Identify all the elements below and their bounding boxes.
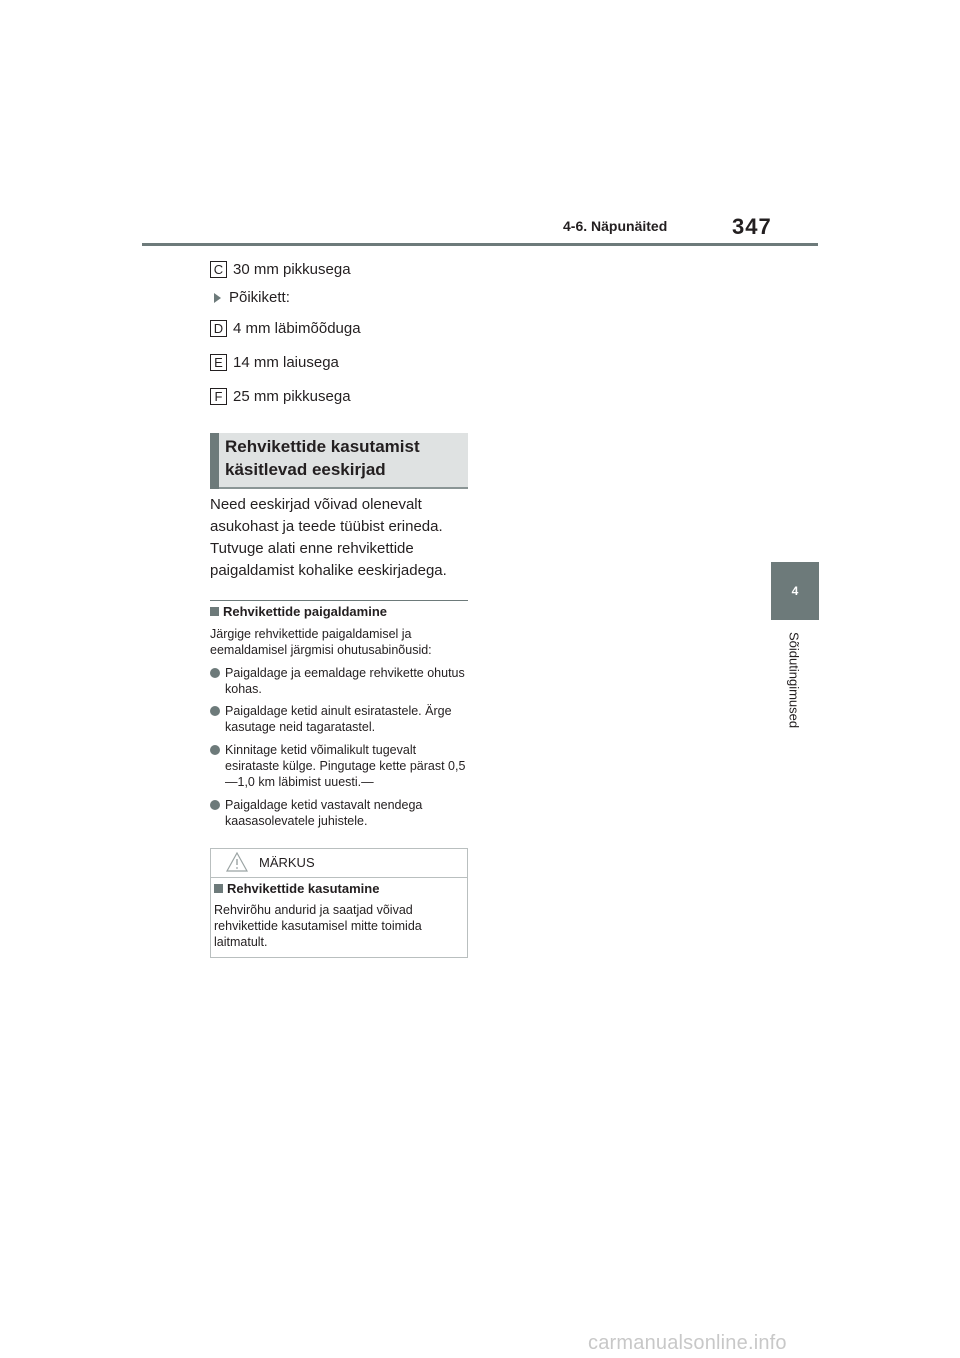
section-title-accent	[210, 433, 219, 489]
label-box-c: C	[210, 261, 227, 278]
label-box-d: D	[210, 320, 227, 337]
notice-heading-text: Rehvikettide kasutamine	[227, 881, 380, 896]
spec-text-c: 30 mm pikkusega	[233, 261, 351, 278]
section-title	[225, 435, 465, 481]
installation-intro: Järgige rehvikettide paigaldamisel ja eemaldamisel järgmisi ohutusabinõusid:	[210, 627, 432, 657]
section-title-line2: käsitlevad eeskirjad	[225, 460, 386, 479]
subsection-divider	[210, 600, 468, 601]
bullet-dot-icon	[210, 745, 220, 755]
label-box-f: F	[210, 388, 227, 405]
label-box-e: E	[210, 354, 227, 371]
list-item-text: Paigaldage ja eemaldage rehvikette ohutus kohas.	[225, 666, 465, 696]
arrow-right-icon	[214, 293, 221, 303]
spec-cross-chain	[210, 289, 290, 306]
list-item-text: Paigaldage ketid ainult esiratastele. Ärge kasutage neid tagaratastel.	[225, 704, 452, 734]
square-bullet-icon	[214, 884, 223, 893]
header-divider	[142, 243, 818, 246]
list-item-text: Kinnitage ketid võimalikult tugevalt esirataste külge. Pingutage kette pärast 0,5—1,0 km läbimist uuesti.—	[225, 743, 466, 789]
bullet-dot-icon	[210, 800, 220, 810]
section-header: 4-6. Näpunäited	[563, 218, 668, 234]
spec-text-e: 14 mm laiusega	[233, 354, 339, 371]
notice-label: MÄRKUS	[259, 855, 315, 870]
notice-text: Rehvirõhu andurid ja saatjad võivad rehvikettide kasutamisel mitte toimida laitmatult.	[214, 903, 422, 949]
notice-header-divider	[211, 877, 467, 878]
spec-item-c	[210, 261, 351, 278]
chapter-side-title-text: Sõidutingimused	[786, 632, 802, 729]
list-item	[210, 797, 468, 829]
list-item	[210, 703, 468, 735]
installation-heading	[210, 604, 387, 619]
list-item	[210, 742, 468, 790]
spec-text-d: 4 mm läbimõõduga	[233, 320, 361, 337]
list-item-text: Paigaldage ketid vastavalt nendega kaasasolevatele juhistele.	[225, 798, 423, 828]
section-title-line1: Rehvikettide kasutamist	[225, 437, 420, 456]
watermark: carmanualsonline.info	[588, 1332, 787, 1354]
section-intro: Need eeskirjad võivad olenevalt asukohast ja teede tüübist erineda. Tutvuge alati enne rehvikettide paigaldamist kohalike eeskirjadega.	[210, 496, 447, 579]
bullet-dot-icon	[210, 706, 220, 716]
page-number: 347	[732, 214, 772, 239]
spec-text-f: 25 mm pikkusega	[233, 388, 351, 405]
square-bullet-icon	[210, 607, 219, 616]
spec-item-d	[210, 320, 361, 337]
chapter-tab: 4	[771, 562, 819, 620]
bullet-dot-icon	[210, 668, 220, 678]
installation-heading-text: Rehvikettide paigaldamine	[223, 604, 387, 619]
spec-item-f	[210, 388, 351, 405]
notice-heading	[214, 881, 379, 896]
spec-cross-label: Põikikett:	[229, 289, 290, 306]
warning-triangle-icon	[226, 852, 248, 872]
chapter-side-title	[783, 632, 805, 752]
spec-item-e	[210, 354, 339, 371]
list-item	[210, 665, 468, 697]
